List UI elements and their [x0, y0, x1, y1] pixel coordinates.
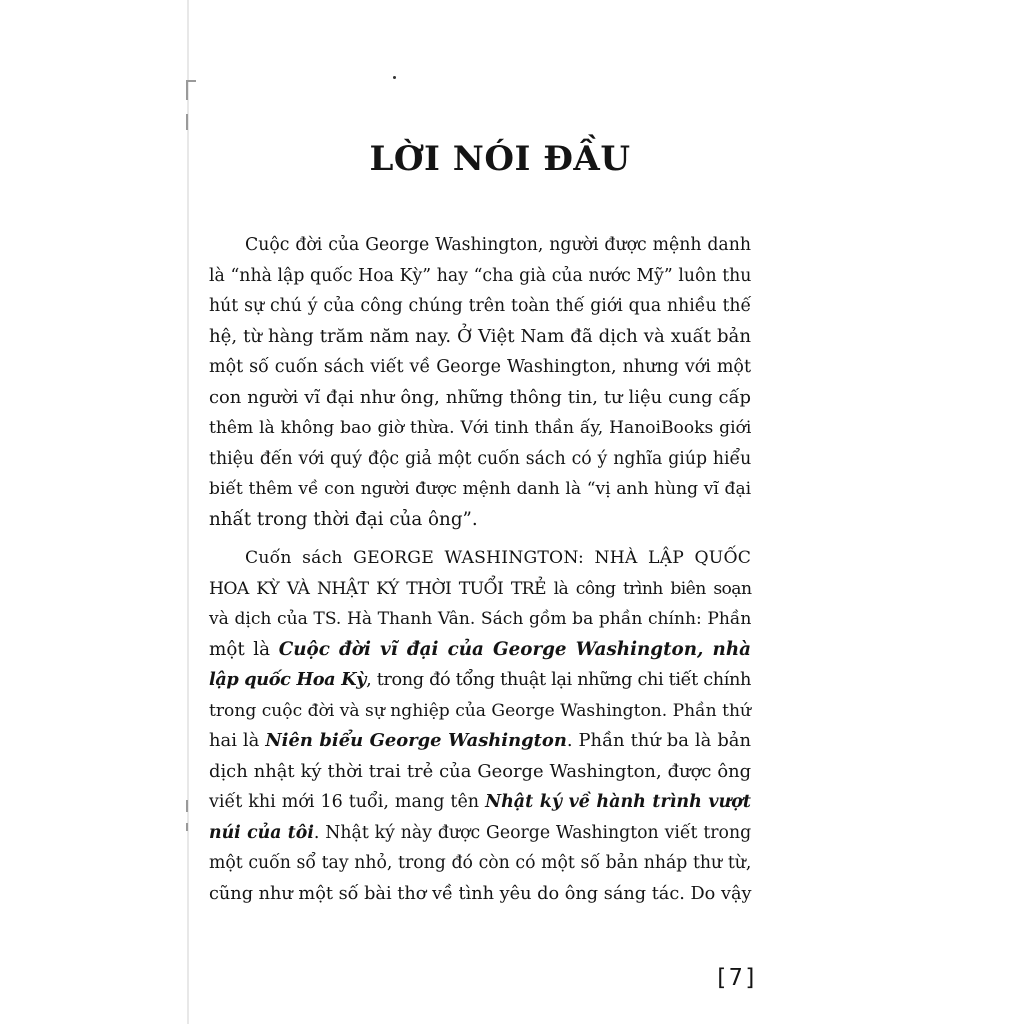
text-line: Cuốn sách GEORGE WASHINGTON: NHÀ LẬP QUỐC — [245, 548, 752, 568]
text-run: , trong đó tổng thuật lại những chi tiết chính — [366, 670, 752, 690]
text-line: biết thêm về con người được mệnh danh là “vị anh hùng vĩ đại — [209, 479, 752, 499]
italic-title: Cuộc đời vĩ đại của George Washington, nhà — [278, 638, 751, 660]
text-run: . Phần thứ ba là bản — [566, 730, 751, 751]
text-line: thiệu đến với quý độc giả một cuốn sách có ý nghĩa giúp hiểu — [209, 448, 752, 469]
binding-mark — [186, 823, 196, 831]
text-line: nhất trong thời đại của ông”. — [209, 508, 478, 530]
text-run: một là — [209, 638, 279, 660]
italic-title: Niên biểu George Washington — [265, 730, 567, 751]
binding-mark — [186, 114, 196, 130]
text-line: một số cuốn sách viết về George Washington, nhưng với một — [209, 357, 751, 377]
italic-title: Nhật ký về hành trình vượt — [485, 792, 752, 812]
text-line — [209, 665, 751, 696]
text-line — [209, 818, 751, 849]
text-line: và dịch của TS. Hà Thanh Vân. Sách gồm ba phần chính: Phần — [209, 609, 752, 629]
text-run: hai là — [209, 730, 266, 751]
page-number: [7] — [714, 965, 759, 991]
text-line — [209, 635, 751, 666]
text-line: cũng như một số bài thơ về tình yêu do ông sáng tác. Do vậy — [209, 883, 752, 904]
text-line: dịch nhật ký thời trai trẻ của George Washington, được ông — [209, 760, 752, 782]
paragraph-1 — [209, 230, 751, 535]
text-line — [209, 726, 751, 757]
italic-title: lập quốc Hoa Kỳ — [209, 669, 367, 690]
text-run: viết khi mới 16 tuổi, mang tên — [209, 792, 486, 812]
speck — [393, 76, 396, 79]
text-line: hút sự chú ý của công chúng trên toàn thế giới qua nhiều thế — [209, 296, 752, 316]
paragraph-2 — [209, 543, 751, 909]
text-run: . Nhật ký này được George Washington viết trong — [313, 822, 752, 843]
text-line — [209, 787, 751, 818]
body-text — [209, 230, 751, 909]
text-line: là “nhà lập quốc Hoa Kỳ” hay “cha già của nước Mỹ” luôn thu — [209, 265, 752, 286]
binding-mark — [186, 800, 196, 812]
text-line: Cuộc đời của George Washington, người được mệnh danh — [245, 235, 751, 255]
text-line: trong cuộc đời và sự nghiệp của George Washington. Phần thứ — [209, 700, 751, 721]
text-line: hệ, từ hàng trăm năm nay. Ở Việt Nam đã dịch và xuất bản — [209, 325, 751, 347]
text-line: HOA KỲ VÀ NHẬT KÝ THỜI TUỔI TRẺ là công trình biên soạn — [209, 578, 752, 599]
text-line: một cuốn sổ tay nhỏ, trong đó còn có một số bản nháp thư từ, — [209, 853, 752, 873]
page-title: LỜI NÓI ĐẦU — [369, 139, 631, 179]
italic-title: núi của tôi — [209, 822, 314, 843]
text-line: con người vĩ đại như ông, những thông tin, tư liệu cung cấp — [209, 386, 751, 408]
binding-mark — [186, 80, 196, 100]
text-line: thêm là không bao giờ thừa. Với tinh thần ấy, HanoiBooks giới — [209, 418, 752, 438]
